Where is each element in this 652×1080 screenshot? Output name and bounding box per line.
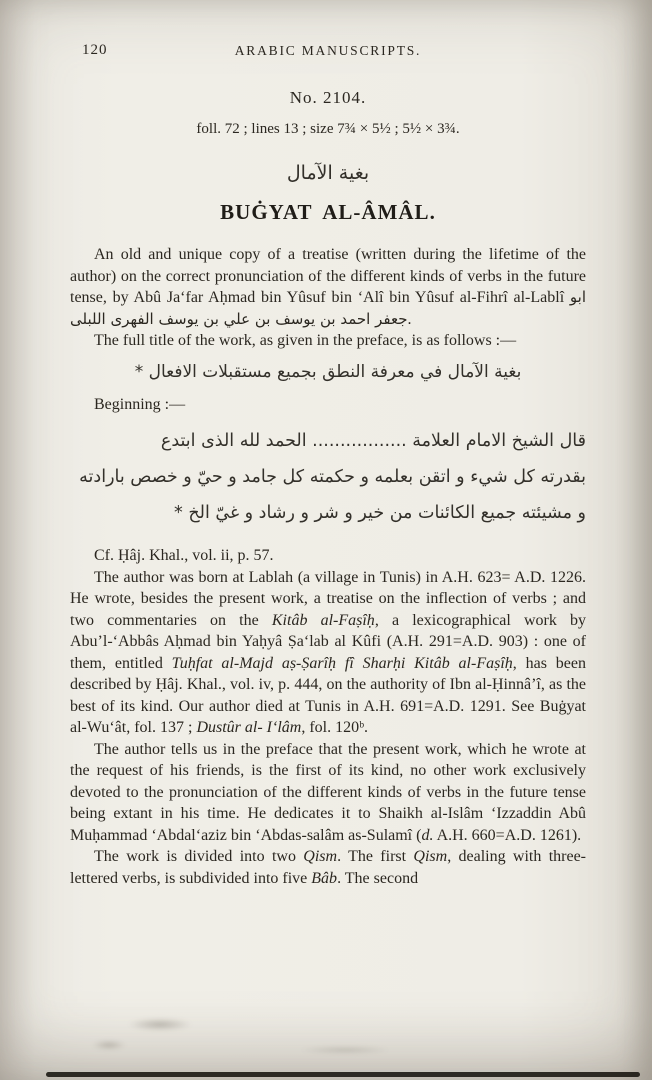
page-number: 120 bbox=[82, 42, 108, 58]
full-title-arabic-line: بغية الآمال في معرفة النطق بجميع مستقبلات الافعال * bbox=[134, 361, 522, 382]
page-header bbox=[70, 42, 586, 62]
paragraph-full-title-intro: The full title of the work, as given in the preface, is as follows :— bbox=[94, 332, 517, 349]
scan-smudge bbox=[128, 1018, 192, 1031]
collation-line: foll. 72 ; lines 13 ; size 7¾ × 5½ ; 5½ × 3¾. bbox=[196, 121, 460, 137]
title-latin: BUĠYAT AL-ÂMÂL. bbox=[220, 200, 436, 224]
paragraph-author-note: The author was born at Lablah (a village in Tunis) in A.H. 623= A.D. 1226. He wrote, besides the present work, a treatise on the inflection of verbs ; and two commentaries on the Kitâb al-Faṣîḥ, a lexicographical work by Abu’l-‘Abbâs Aḥmad bin Yaḥyâ Ṣa‘lab al Kûfi (A.H. 291=A.D. 903) : one of them, entitled Tuḥfat al-Majd aṣ-Ṣarîḥ fî Sharḥi Kitâb al-Faṣîḥ, has been described by Ḥâj. Khal., vol. iv, p. 444, on the authority of Ibn al-Ḥinnâ’î, as the best of its kind. Our author died at Tunis in A.H. 691=A.D. 1291. See Buġyat al-Wu‘ât, fol. 137 ; Dustûr al- I‘lâm, fol. 120ᵇ. bbox=[70, 568, 587, 736]
entry-number: No. 2104. bbox=[289, 88, 367, 107]
arabic-line-1: قال الشيخ الامام العلامة ................. الحمد لله الذى ابتدع bbox=[160, 431, 586, 451]
paragraph-description: An old and unique copy of a treatise (written during the lifetime of the author) on the correct pronunciation of the different kinds of verbs in the future tense, by Abû Ja‘far Aḥmad bin Yûsuf bin ‘Alî bin Yûsuf al-Fihrî al-Lablî ابو جعفر احمد بن يوسف بن علي بن يوسف الفهرى اللبلى. bbox=[70, 246, 586, 328]
scan-smudge bbox=[300, 1046, 390, 1054]
running-title: ARABIC MANUSCRIPTS. bbox=[234, 43, 422, 58]
arabic-line-3: و مشيئته جميع الكائنات من خير و شر و رشاد و غيّ الخ * bbox=[174, 503, 586, 523]
paragraph-division-note: The work is divided into two Qism. The first Qism, dealing with three-lettered verbs, is subdivided into five Bâb. The second bbox=[70, 848, 587, 887]
paragraph-preface-note: The author tells us in the preface that the present work, which he wrote at the request of his friends, is the first of its kind, no other work exclusively devoted to the pronunciation of the different kinds of verbs in the future tense being extant in his time. He dedicates it to Shaikh al-Islâm ‘Izzaddin Abû Muḥammad ‘Abdal‘aziz bin ‘Abdas-salâm as-Sulamî (d. A.H. 660=A.D. 1261). bbox=[70, 740, 586, 844]
scan-bottom-edge bbox=[46, 1072, 640, 1077]
arabic-line-2: بقدرته كل شيء و اتقن بعلمه و حكمته كل جامد و حيّ و خصص بارادته bbox=[79, 467, 586, 487]
title-arabic: بغية الآمال bbox=[286, 162, 370, 184]
page-content bbox=[70, 42, 586, 889]
beginning-arabic-block bbox=[70, 423, 586, 531]
reference-line: Cf. Ḥâj. Khal., vol. ii, p. 57. bbox=[94, 547, 274, 564]
beginning-label: Beginning :— bbox=[94, 395, 186, 413]
scan-smudge bbox=[92, 1040, 126, 1050]
